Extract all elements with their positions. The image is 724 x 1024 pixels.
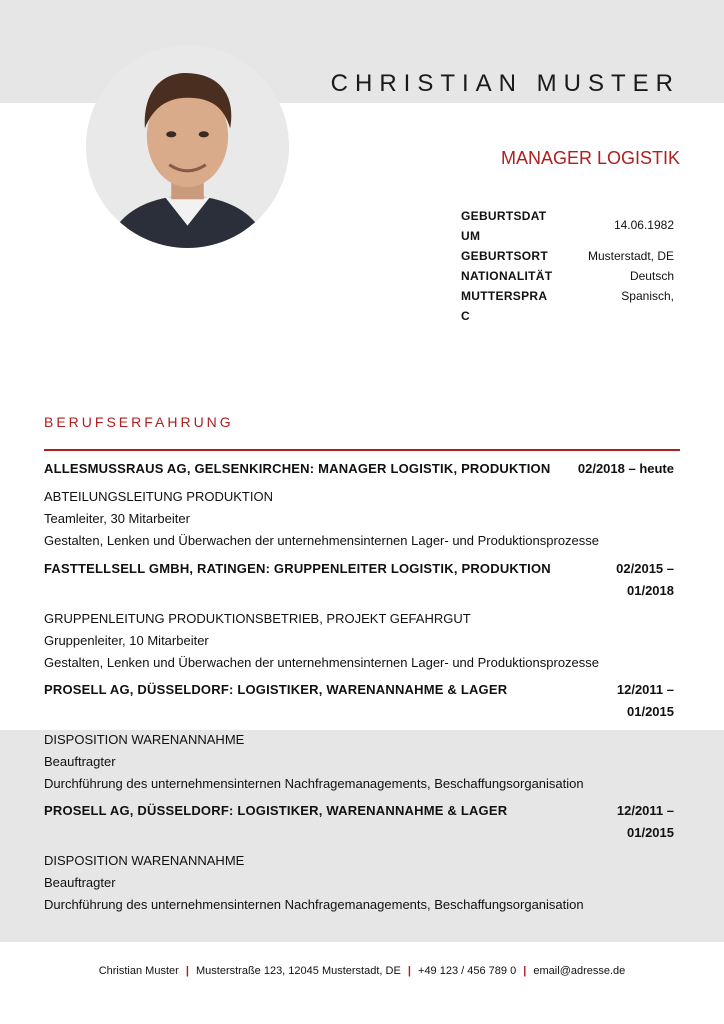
info-row-birthplace (461, 246, 674, 266)
entry-description: Gestalten, Lenken und Überwachen der unternehmensinternen Lager- und Produktionsprozesse (44, 655, 600, 670)
candidate-name: CHRISTIAN MUSTER (330, 70, 680, 97)
entry-company: PROSELL AG, DÜSSELDORF: LOGISTIKER, WARENANNAHME & LAGER (44, 682, 508, 697)
entry-header (44, 458, 674, 480)
info-row-birthdate (461, 206, 674, 246)
info-label: GEBURTSDATUM (461, 209, 547, 243)
entry-company: PROSELL AG, DÜSSELDORF: LOGISTIKER, WARENANNAHME & LAGER (44, 803, 508, 818)
entry-description: Gestalten, Lenken und Überwachen der unternehmensinternen Lager- und Produktionsprozesse (44, 533, 600, 548)
footer-name: Christian Muster (98, 965, 179, 977)
info-label: NATIONALITÄT (461, 269, 553, 283)
entry-team: Gruppenleiter, 10 Mitarbeiter (44, 633, 209, 648)
entry-company: ALLESMUSSRAUS AG, GELSENKIRCHEN: MANAGER LOGISTIK, PRODUKTION (44, 461, 551, 476)
entry-team: Beauftragter (44, 754, 116, 769)
job-title: MANAGER LOGISTIK (500, 148, 680, 168)
footer-email: email@adresse.de (533, 965, 626, 977)
experience-entry (44, 679, 674, 795)
entry-role: GRUPPENLEITUNG PRODUKTIONSBETRIEB, PROJEKT GEFAHRGUT (44, 611, 471, 626)
experience-entry (44, 558, 674, 674)
info-value: 14.06.1982 (613, 218, 674, 232)
entry-role: DISPOSITION WARENANNAHME (44, 732, 245, 747)
entry-header (44, 558, 674, 602)
footer-separator: | (185, 965, 189, 977)
entry-date: 02/2018 – heute (577, 461, 674, 476)
info-row-native-language (461, 286, 674, 326)
entry-team: Beauftragter (44, 875, 116, 890)
entry-date: 12/2011 – 01/2015 (616, 682, 674, 719)
experience-entry (44, 800, 674, 916)
entry-description: Durchführung des unternehmensinternen Nachfragemanagements, Beschaffungsorganisation (44, 776, 584, 791)
section-title-experience: BERUFSERFAHRUNG (44, 414, 234, 430)
info-label: GEBURTSORT (461, 249, 548, 263)
entry-team: Teamleiter, 30 Mitarbeiter (44, 511, 190, 526)
footer-separator: | (407, 965, 411, 977)
entry-role: ABTEILUNGSLEITUNG PRODUKTION (44, 489, 273, 504)
entry-header (44, 679, 674, 723)
profile-photo (86, 45, 289, 248)
info-label: MUTTERSPRAC (461, 289, 548, 323)
entry-header (44, 800, 674, 844)
entry-company: FASTTELLSELL GMBH, RATINGEN: GRUPPENLEITER LOGISTIK, PRODUKTION (44, 561, 551, 576)
footer-separator: | (523, 965, 527, 977)
experience-entry (44, 458, 674, 552)
entry-date: 12/2011 – 01/2015 (616, 803, 674, 840)
entry-description: Durchführung des unternehmensinternen Nachfragemanagements, Beschaffungsorganisation (44, 897, 584, 912)
section-divider (44, 449, 680, 451)
footer-contact (0, 965, 724, 977)
entry-date: 02/2015 – 01/2018 (616, 561, 674, 598)
personal-info (461, 206, 674, 326)
footer-address: Musterstraße 123, 12045 Musterstadt, DE (195, 965, 401, 977)
info-value: Deutsch (629, 269, 674, 283)
footer-phone: +49 123 / 456 789 0 (418, 965, 517, 977)
info-row-nationality (461, 266, 674, 286)
info-value: Musterstadt, DE (587, 249, 674, 263)
entry-role: DISPOSITION WARENANNAHME (44, 853, 245, 868)
info-value: Spanisch, (621, 289, 674, 303)
